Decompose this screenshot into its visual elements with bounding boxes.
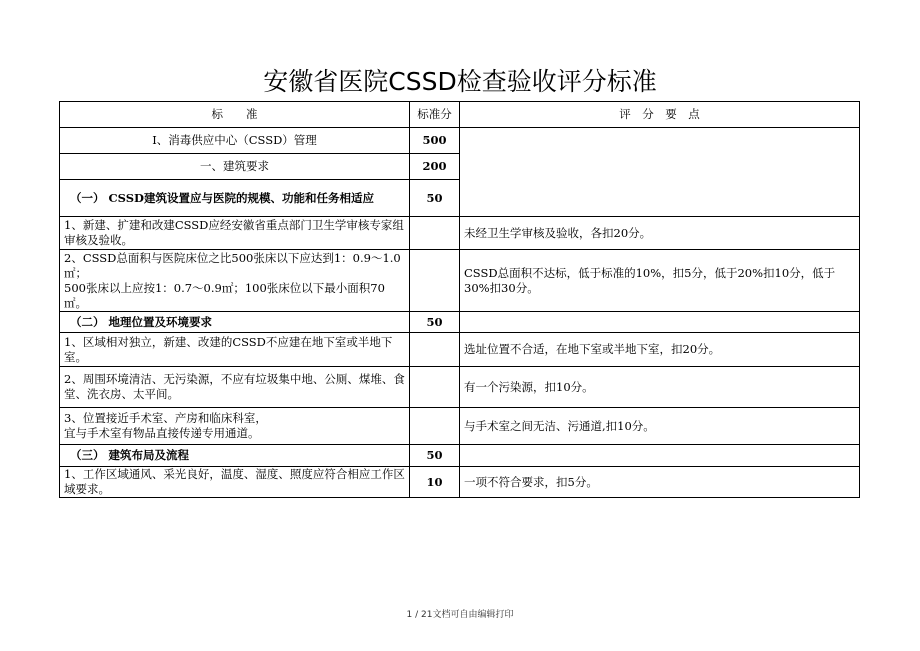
row-score: 50 [410,312,460,333]
header-score: 标准分 [410,102,460,128]
page-title: 安徽省医院CSSD检查验收评分标准 [263,67,657,96]
row-points: 未经卫生学审核及验收，各扣20分。 [460,217,860,250]
table-row [60,408,860,445]
row-standard: 3、位置接近手术室、产房和临床科室， 宜与手术室有物品直接传递专用通道。 [60,408,410,445]
row-standard: 一、建筑要求 [60,154,410,180]
row-score [410,333,460,367]
table-header-row [60,102,860,128]
row-standard: （一） CSSD建筑设置应与医院的规模、功能和任务相适应 [60,180,410,217]
row-score: 500 [410,128,460,154]
table-row [60,367,860,408]
table-row [60,217,860,250]
row-score [410,408,460,445]
row-score [410,217,460,250]
row-standard: Ⅰ、消毒供应中心（CSSD）管理 [60,128,410,154]
row-points: CSSD总面积不达标，低于标准的10%，扣5分，低于20%扣10分，低于30%扣30分。 [460,250,860,312]
row-standard: 2、周围环境清洁、无污染源，不应有垃圾集中地、公厕、煤堆、食堂、洗衣房、太平间。 [60,367,410,408]
page-footer: 1 / 21文档可自由编辑打印 [406,610,514,620]
row-score: 50 [410,445,460,467]
row-points: 一项不符合要求，扣5分。 [460,467,860,498]
table-row [60,312,860,333]
row-standard: 1、新建、扩建和改建CSSD应经安徽省重点部门卫生学审核专家组审核及验收。 [60,217,410,250]
row-score [410,367,460,408]
row-score: 50 [410,180,460,217]
row-standard: 1、区域相对独立，新建、改建的CSSD不应建在地下室或半地下室。 [60,333,410,367]
table-row [60,445,860,467]
row-points: 有一个污染源，扣10分。 [460,367,860,408]
row-standard: 2、CSSD总面积与医院床位之比500张床以下应达到1：0.9～1.0㎡； 500张床以上应按1：0.7～0.9㎡；100张床位以下最小面积70㎡。 [60,250,410,312]
row-standard: （二） 地理位置及环境要求 [60,312,410,333]
header-points: 评 分 要 点 [460,102,860,128]
row-points [460,445,860,467]
table-row [60,128,860,154]
table-row [60,250,860,312]
row-points [460,128,860,217]
row-standard: （三） 建筑布局及流程 [60,445,410,467]
row-score: 200 [410,154,460,180]
table-row [60,333,860,367]
row-points [460,312,860,333]
row-points: 与手术室之间无洁、污通道,扣10分。 [460,408,860,445]
header-standard: 标 准 [60,102,410,128]
row-score [410,250,460,312]
row-score: 10 [410,467,460,498]
row-standard: 1、工作区域通风、采光良好，温度、湿度、照度应符合相应工作区域要求。 [60,467,410,498]
table-row [60,467,860,498]
scoring-table [59,101,860,498]
row-points: 选址位置不合适，在地下室或半地下室，扣20分。 [460,333,860,367]
